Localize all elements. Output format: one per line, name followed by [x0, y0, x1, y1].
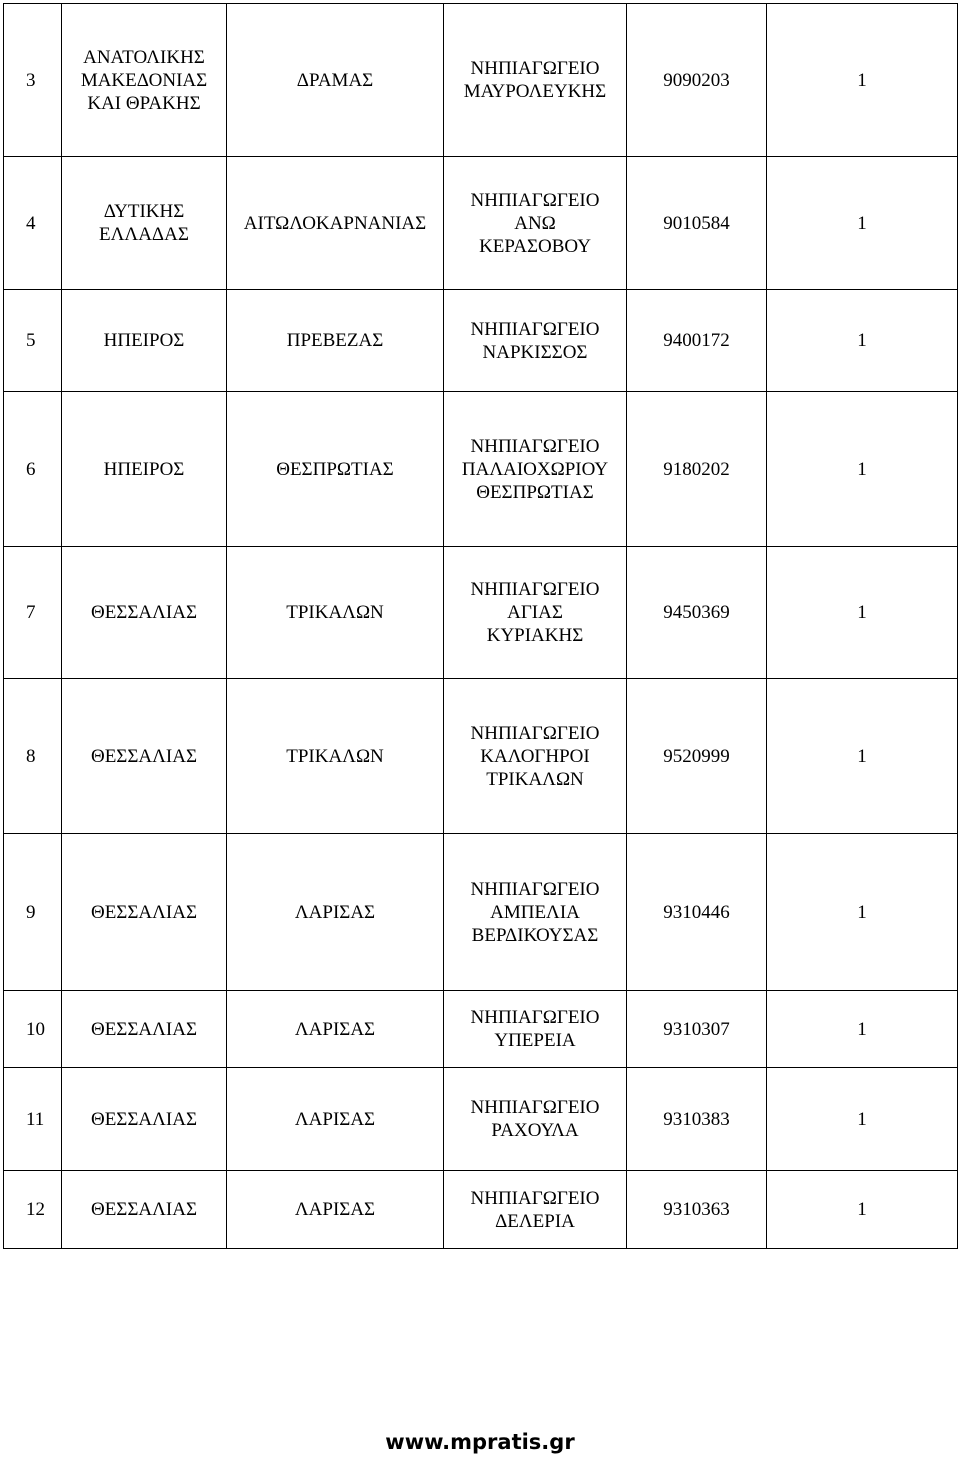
row-number: 9: [26, 901, 36, 923]
school-line: ΑΜΠΕΛΙΑ: [490, 901, 580, 923]
code-cell: [627, 679, 767, 834]
school-code: 9180202: [663, 458, 730, 480]
table-row: [4, 679, 958, 834]
row-number-cell: [4, 547, 62, 679]
school-cell: [444, 1068, 627, 1171]
table-row: [4, 1171, 958, 1249]
row-number: 3: [26, 69, 36, 91]
row-number-cell: [4, 834, 62, 991]
school-cell: [444, 834, 627, 991]
school-line: ΔΕΛΕΡΙΑ: [495, 1210, 575, 1232]
region-cell: [62, 4, 227, 157]
code-cell: [627, 157, 767, 290]
school-code: 9520999: [663, 745, 730, 767]
prefecture-cell: [227, 392, 444, 547]
prefecture-line: ΛΑΡΙΣΑΣ: [294, 1018, 376, 1040]
prefecture-line: ΛΑΡΙΣΑΣ: [294, 1108, 376, 1130]
table-row: [4, 1068, 958, 1171]
school-cell: [444, 392, 627, 547]
position-count: 1: [857, 602, 867, 623]
row-number: 10: [26, 1018, 45, 1040]
school-line: ΠΑΛΑΙΟΧΩΡΙΟΥ: [461, 458, 609, 480]
row-number: 7: [26, 602, 36, 623]
school-line: ΑΓΙΑΣ: [507, 602, 563, 623]
school-line: ΝΗΠΙΑΓΩΓΕΙΟ: [470, 58, 600, 79]
prefecture-cell: [227, 157, 444, 290]
region-line: ΕΛΛΑΔΑΣ: [99, 224, 189, 245]
region-cell: [62, 1068, 227, 1171]
schools-table: [3, 3, 958, 1249]
school-cell: [444, 157, 627, 290]
school-line: ΚΥΡΙΑΚΗΣ: [486, 625, 584, 646]
prefecture-cell: [227, 991, 444, 1068]
count-cell: [767, 290, 958, 392]
count-cell: [767, 392, 958, 547]
region-cell: [62, 547, 227, 679]
region-cell: [62, 1171, 227, 1249]
count-cell: [767, 679, 958, 834]
school-cell: [444, 679, 627, 834]
region-line: ΑΝΑΤΟΛΙΚΗΣ: [83, 46, 205, 68]
school-code: 9400172: [663, 330, 730, 351]
row-number: 4: [26, 212, 36, 234]
school-line: ΝΗΠΙΑΓΩΓΕΙΟ: [470, 1187, 600, 1209]
school-code: 9010584: [663, 212, 730, 234]
school-code: 9310383: [663, 1108, 730, 1130]
row-number: 12: [26, 1199, 45, 1220]
school-code: 9310307: [663, 1018, 730, 1040]
position-count: 1: [857, 330, 867, 351]
row-number-cell: [4, 679, 62, 834]
position-count: 1: [857, 901, 867, 923]
row-number: 11: [26, 1108, 45, 1130]
school-line: ΝΗΠΙΑΓΩΓΕΙΟ: [470, 1007, 600, 1028]
school-line: ΝΗΠΙΑΓΩΓΕΙΟ: [470, 435, 600, 457]
position-count: 1: [857, 745, 867, 767]
region-line: ΘΕΣΣΑΛΙΑΣ: [90, 1108, 198, 1130]
region-cell: [62, 392, 227, 547]
region-line: ΚΑΙ ΘΡΑΚΗΣ: [87, 92, 201, 114]
prefecture-line: ΛΑΡΙΣΑΣ: [294, 1199, 376, 1220]
row-number-cell: [4, 290, 62, 392]
school-line: ΝΗΠΙΑΓΩΓΕΙΟ: [470, 1097, 600, 1118]
region-cell: [62, 679, 227, 834]
row-number-cell: [4, 392, 62, 547]
code-cell: [627, 834, 767, 991]
row-number-cell: [4, 991, 62, 1068]
count-cell: [767, 1068, 958, 1171]
prefecture-line: ΛΑΡΙΣΑΣ: [294, 901, 376, 923]
count-cell: [767, 991, 958, 1068]
prefecture-line: ΑΙΤΩΛΟΚΑΡΝΑΝΙΑΣ: [243, 212, 427, 234]
region-cell: [62, 834, 227, 991]
position-count: 1: [857, 1018, 867, 1040]
code-cell: [627, 1171, 767, 1249]
region-line: ΗΠΕΙΡΟΣ: [103, 458, 185, 480]
region-line: ΘΕΣΣΑΛΙΑΣ: [90, 602, 198, 623]
code-cell: [627, 547, 767, 679]
position-count: 1: [857, 458, 867, 480]
school-line: ΝΑΡΚΙΣΣΟΣ: [482, 341, 588, 363]
region-line: ΜΑΚΕΔΟΝΙΑΣ: [80, 69, 208, 91]
school-line: ΝΗΠΙΑΓΩΓΕΙΟ: [470, 722, 600, 744]
row-number-cell: [4, 1171, 62, 1249]
code-cell: [627, 392, 767, 547]
code-cell: [627, 4, 767, 157]
code-cell: [627, 290, 767, 392]
table-row: [4, 157, 958, 290]
region-line: ΘΕΣΣΑΛΙΑΣ: [90, 1199, 198, 1220]
code-cell: [627, 991, 767, 1068]
row-number: 8: [26, 745, 36, 767]
count-cell: [767, 157, 958, 290]
count-cell: [767, 4, 958, 157]
row-number-cell: [4, 4, 62, 157]
school-code: 9310446: [663, 901, 730, 923]
region-line: ΔΥΤΙΚΗΣ: [103, 201, 185, 222]
table-row: [4, 392, 958, 547]
prefecture-line: ΤΡΙΚΑΛΩΝ: [286, 745, 384, 767]
prefecture-cell: [227, 679, 444, 834]
prefecture-cell: [227, 1068, 444, 1171]
count-cell: [767, 1171, 958, 1249]
row-number-cell: [4, 1068, 62, 1171]
school-line: ΘΕΣΠΡΩΤΙΑΣ: [476, 481, 594, 503]
prefecture-cell: [227, 4, 444, 157]
school-code: 9310363: [663, 1199, 730, 1220]
region-line: ΘΕΣΣΑΛΙΑΣ: [90, 901, 198, 923]
school-cell: [444, 1171, 627, 1249]
row-number: 5: [26, 330, 36, 351]
school-code: 9450369: [663, 602, 730, 623]
prefecture-line: ΠΡΕΒΕΖΑΣ: [286, 330, 384, 351]
region-cell: [62, 157, 227, 290]
school-line: ΥΠΕΡΕΙΑ: [494, 1030, 576, 1051]
position-count: 1: [857, 212, 867, 234]
school-line: ΜΑΥΡΟΛΕΥΚΗΣ: [463, 81, 607, 102]
region-cell: [62, 991, 227, 1068]
position-count: 1: [857, 69, 867, 91]
prefecture-line: ΔΡΑΜΑΣ: [296, 69, 374, 91]
table-body: [4, 4, 958, 1249]
school-line: ΑΝΩ: [514, 212, 556, 234]
school-line: ΝΗΠΙΑΓΩΓΕΙΟ: [470, 189, 600, 211]
region-line: ΘΕΣΣΑΛΙΑΣ: [90, 745, 198, 767]
website-footer: www.mpratis.gr: [385, 1430, 575, 1454]
school-line: ΡΑΧΟΥΛΑ: [491, 1120, 579, 1141]
table-row: [4, 4, 958, 157]
prefecture-line: ΘΕΣΠΡΩΤΙΑΣ: [276, 458, 394, 480]
region-line: ΗΠΕΙΡΟΣ: [103, 330, 185, 351]
school-line: ΚΑΛΟΓΗΡΟΙ: [480, 745, 590, 767]
school-line: ΒΕΡΔΙΚΟΥΣΑΣ: [471, 924, 599, 946]
school-code: 9090203: [663, 69, 730, 91]
table-row: [4, 547, 958, 679]
school-cell: [444, 991, 627, 1068]
school-line: ΤΡΙΚΑΛΩΝ: [486, 768, 584, 790]
prefecture-cell: [227, 290, 444, 392]
school-line: ΝΗΠΙΑΓΩΓΕΙΟ: [470, 579, 600, 600]
school-cell: [444, 4, 627, 157]
count-cell: [767, 547, 958, 679]
table-row: [4, 834, 958, 991]
school-line: ΚΕΡΑΣΟΒΟΥ: [479, 235, 591, 257]
count-cell: [767, 834, 958, 991]
school-cell: [444, 547, 627, 679]
prefecture-cell: [227, 834, 444, 991]
region-cell: [62, 290, 227, 392]
region-line: ΘΕΣΣΑΛΙΑΣ: [90, 1018, 198, 1040]
position-count: 1: [857, 1199, 867, 1220]
school-line: ΝΗΠΙΑΓΩΓΕΙΟ: [470, 318, 600, 340]
row-number: 6: [26, 458, 36, 480]
school-cell: [444, 290, 627, 392]
position-count: 1: [857, 1108, 867, 1130]
prefecture-cell: [227, 1171, 444, 1249]
prefecture-cell: [227, 547, 444, 679]
row-number-cell: [4, 157, 62, 290]
table-row: [4, 991, 958, 1068]
code-cell: [627, 1068, 767, 1171]
table-row: [4, 290, 958, 392]
prefecture-line: ΤΡΙΚΑΛΩΝ: [286, 602, 384, 623]
school-line: ΝΗΠΙΑΓΩΓΕΙΟ: [470, 878, 600, 900]
